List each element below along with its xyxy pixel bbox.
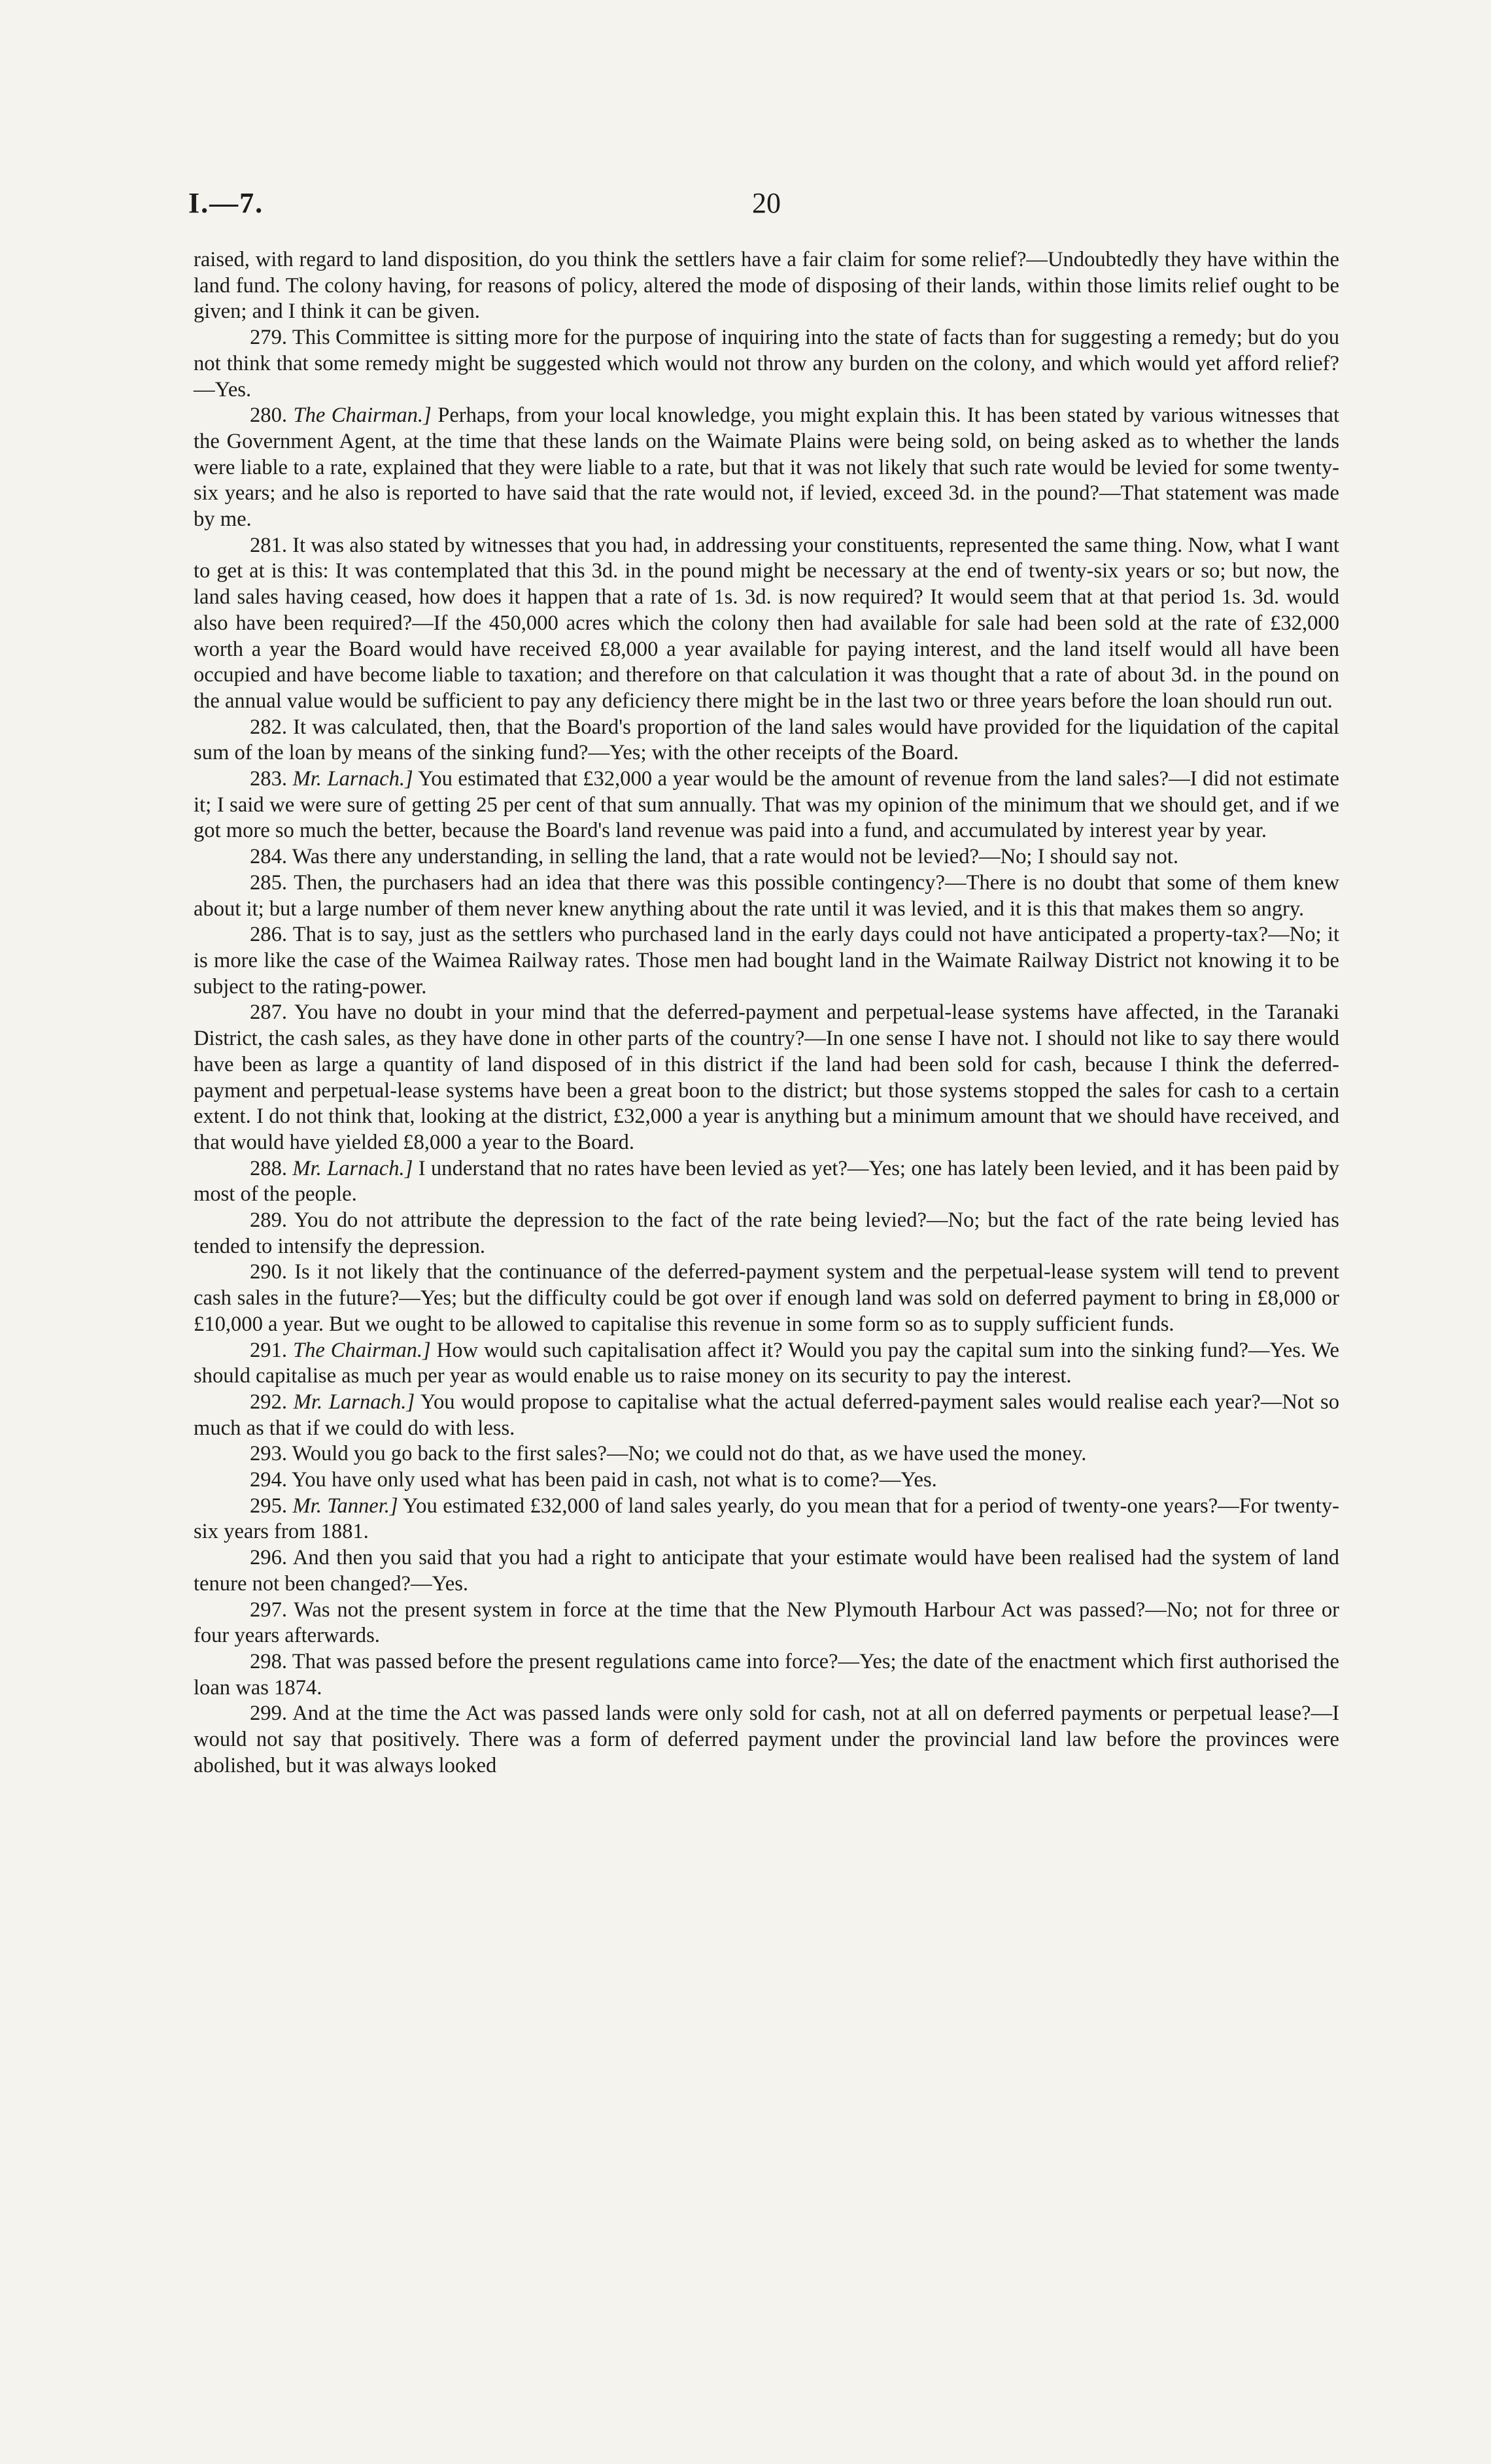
evidence-paragraph [194, 1598, 1339, 1649]
evidence-paragraph [194, 533, 1339, 715]
paragraph-text: Perhaps, from your local knowledge, you might explain this. It has been stated by various witnesses that the Government Agent, at the time that these lands on the Waimate Plains were being sold, on being asked as to whether the lands were liable to a rate, explained that they were liable to a rate, but that it was not likely that such rate would be levied for some twenty-six years; and he also is reported to have said that the rate would not, if levied, exceed 3d. in the pound?—That statement was made by me. [194, 403, 1339, 532]
evidence-paragraph [194, 1156, 1339, 1208]
question-number: 291. [250, 1338, 288, 1362]
evidence-paragraph [194, 922, 1339, 1000]
evidence-paragraph [194, 1390, 1339, 1441]
evidence-paragraph [194, 1338, 1339, 1390]
paragraph-text: raised, with regard to land disposition, do you think the settlers have a fair claim for some relief?—Undoubtedly they have within the land fund. The colony having, for reasons of policy, altered the mode of disposing of their lands, within those limits relief ought to be given; and I think it can be given. [194, 248, 1339, 324]
paragraph-text: This Committee is sitting more for the purpose of inquiring into the state of facts than for suggesting a remedy; but do you not think that some remedy might be suggested which would not throw any burden on the colony, and which would yet afford relief?—Yes. [194, 326, 1339, 402]
paragraph-text: It was calculated, then, that the Board's proportion of the land sales would have provided for the liquidation of the capital sum of the loan by means of the sinking fund?—Yes; with the other receipts of the Board. [194, 715, 1339, 765]
paragraph-text: And at the time the Act was passed lands were only sold for cash, not at all on deferred payments or perpetual lease?—I would not say that positively. There was a form of deferred payment under the provincial land law before the provinces were abolished, but it was always looked [194, 1702, 1339, 1777]
speaker-name: The Chairman.] [293, 403, 432, 428]
evidence-paragraph [194, 1208, 1339, 1259]
question-number: 292. [250, 1390, 288, 1414]
evidence-paragraph [194, 1649, 1339, 1701]
paragraph-text: You estimated £32,000 of land sales yearly, do you mean that for a period of twenty-one years?—For twenty-six years from 1881. [194, 1494, 1339, 1544]
question-number: 295. [250, 1494, 288, 1518]
evidence-paragraph [194, 1701, 1339, 1779]
paragraph-text: You have only used what has been paid in cash, not what is to come?—Yes. [291, 1468, 937, 1492]
speaker-name: Mr. Larnach.] [292, 767, 413, 791]
paragraph-text: It was also stated by witnesses that you had, in addressing your constituents, represented the same thing. Now, what I want to get at is this: It was contemplated that this 3d. in the pound might be necessary at the end of twenty-six years or so; but now, the land sales having ceased, how does it happen that a rate of 1s. 3d. is now required? It would seem that at that period 1s. 3d. would also have been required?—If the 450,000 acres which the colony then had available for sale had been sold at the rate of £32,000 worth a year the Board would have received £8,000 a year available for paying interest, and the land itself would all have been occupied and have become liable to taxation; and therefore on that calculation it was thought that a rate of about 3d. in the pound on the annual value would be sufficient to pay any deficiency there might be in the last two or three years before the loan should run out. [194, 533, 1339, 713]
question-number: 287. [250, 1001, 288, 1025]
paragraph-text: That is to say, just as the settlers who purchased land in the early days could not have anticipated a property-tax?—No; it is more like the case of the Waimea Railway rates. Those men had bought land in the Waimate Railway District not knowing it to be subject to the rating-power. [194, 923, 1339, 999]
document-reference: I.—7. [188, 187, 264, 219]
speaker-name: Mr. Larnach.] [292, 1156, 413, 1180]
paragraph-text: That was passed before the present regulations came into force?—Yes; the date of the enactment which first authorised the loan was 1874. [194, 1649, 1339, 1700]
paragraph-text: And then you said that you had a right to anticipate that your estimate would have been realised had the system of land tenure not been changed?—Yes. [194, 1546, 1339, 1596]
question-number: 294. [250, 1468, 288, 1492]
question-number: 285. [250, 870, 288, 895]
question-number: 280. [250, 403, 288, 428]
evidence-text [194, 247, 1339, 1779]
paragraph-text: You would propose to capitalise what the actual deferred-payment sales would realise each year?—Not so much as that if we could do with less. [194, 1390, 1339, 1440]
page-number: 20 [752, 187, 781, 219]
evidence-paragraph [194, 1259, 1339, 1337]
evidence-paragraph [194, 844, 1339, 870]
question-number: 289. [250, 1208, 288, 1233]
question-number: 282. [250, 715, 288, 739]
question-number: 286. [250, 923, 288, 947]
evidence-paragraph [194, 1441, 1339, 1467]
evidence-paragraph [194, 1000, 1339, 1155]
question-number: 293. [250, 1442, 288, 1466]
evidence-paragraph [194, 325, 1339, 403]
question-number: 299. [250, 1702, 288, 1726]
question-number: 279. [250, 326, 288, 350]
question-number: 298. [250, 1649, 288, 1673]
paragraph-text: Was there any understanding, in selling the land, that a rate would not be levied?—No; I should say not. [292, 845, 1178, 869]
evidence-paragraph [194, 766, 1339, 844]
paragraph-text: I understand that no rates have been levied as yet?—Yes; one has lately been levied, and it has been paid by most of the people. [194, 1156, 1339, 1206]
paragraph-text: You estimated that £32,000 a year would be the amount of revenue from the land sales?—I did not estimate it; I said we were sure of getting 25 per cent of that sum annually. That was my opinion of the minimum that we should get, and if we got more so much the better, because the Board's land revenue was paid into a fund, and accumulated by interest year by year. [194, 767, 1339, 843]
paragraph-text: Was not the present system in force at the time that the New Plymouth Harbour Act was passed?—No; not for three or four years afterwards. [194, 1598, 1340, 1648]
evidence-paragraph [194, 715, 1339, 766]
question-number: 288. [250, 1156, 288, 1180]
evidence-paragraph [194, 1494, 1339, 1545]
question-number: 284. [250, 845, 288, 869]
question-number: 296. [250, 1546, 288, 1570]
evidence-paragraph [194, 247, 1339, 325]
speaker-name: Mr. Larnach.] [293, 1390, 415, 1414]
evidence-paragraph [194, 403, 1339, 533]
evidence-paragraph [194, 1545, 1339, 1597]
evidence-paragraph [194, 1467, 1339, 1494]
paragraph-text: Would you go back to the first sales?—No; we could not do that, as we have used the money. [292, 1442, 1087, 1466]
paragraph-text: Is it not likely that the continuance of the deferred-payment system and the perpetual-lease system will tend to prevent cash sales in the future?—Yes; but the difficulty could be got over if enough land was sold on deferred payment to bring in £8,000 or £10,000 a year. But we ought to be allowed to capitalise this revenue in some form so as to supply sufficient funds. [194, 1260, 1339, 1336]
question-number: 290. [250, 1260, 288, 1284]
paragraph-text: You have no doubt in your mind that the deferred-payment and perpetual-lease systems have affected, in the Taranaki District, the cash sales, as they have done in other parts of the country?—In one sense I have not. I should not like to say there would have been as large a quantity of land disposed of in this district if the land had been sold for cash, because I think the deferred-payment and perpetual-lease systems have been a great boon to the district; but those systems stopped the sales for cash to a certain extent. I do not think that, looking at the district, £32,000 a year is anything but a minimum amount that we should have received, and that would have yielded £8,000 a year to the Board. [194, 1001, 1340, 1154]
speaker-name: Mr. Tanner.] [292, 1494, 398, 1518]
paragraph-text: Then, the purchasers had an idea that there was this possible contingency?—There is no doubt that some of them knew about it; but a large number of them never knew anything about the rate until it was levied, and it is this that makes them so angry. [194, 870, 1339, 921]
paragraph-text: You do not attribute the depression to the fact of the rate being levied?—No; but the fact of the rate being levied has tended to intensify the depression. [194, 1208, 1339, 1258]
paragraph-text: How would such capitalisation affect it? Would you pay the capital sum into the sinking fund?—Yes. We should capitalise as much per year as would enable us to raise money on its security to pay the interest. [194, 1338, 1339, 1388]
question-number: 281. [250, 533, 288, 557]
question-number: 297. [250, 1598, 288, 1622]
question-number: 283. [250, 767, 288, 791]
speaker-name: The Chairman.] [292, 1338, 431, 1362]
evidence-paragraph [194, 870, 1339, 922]
